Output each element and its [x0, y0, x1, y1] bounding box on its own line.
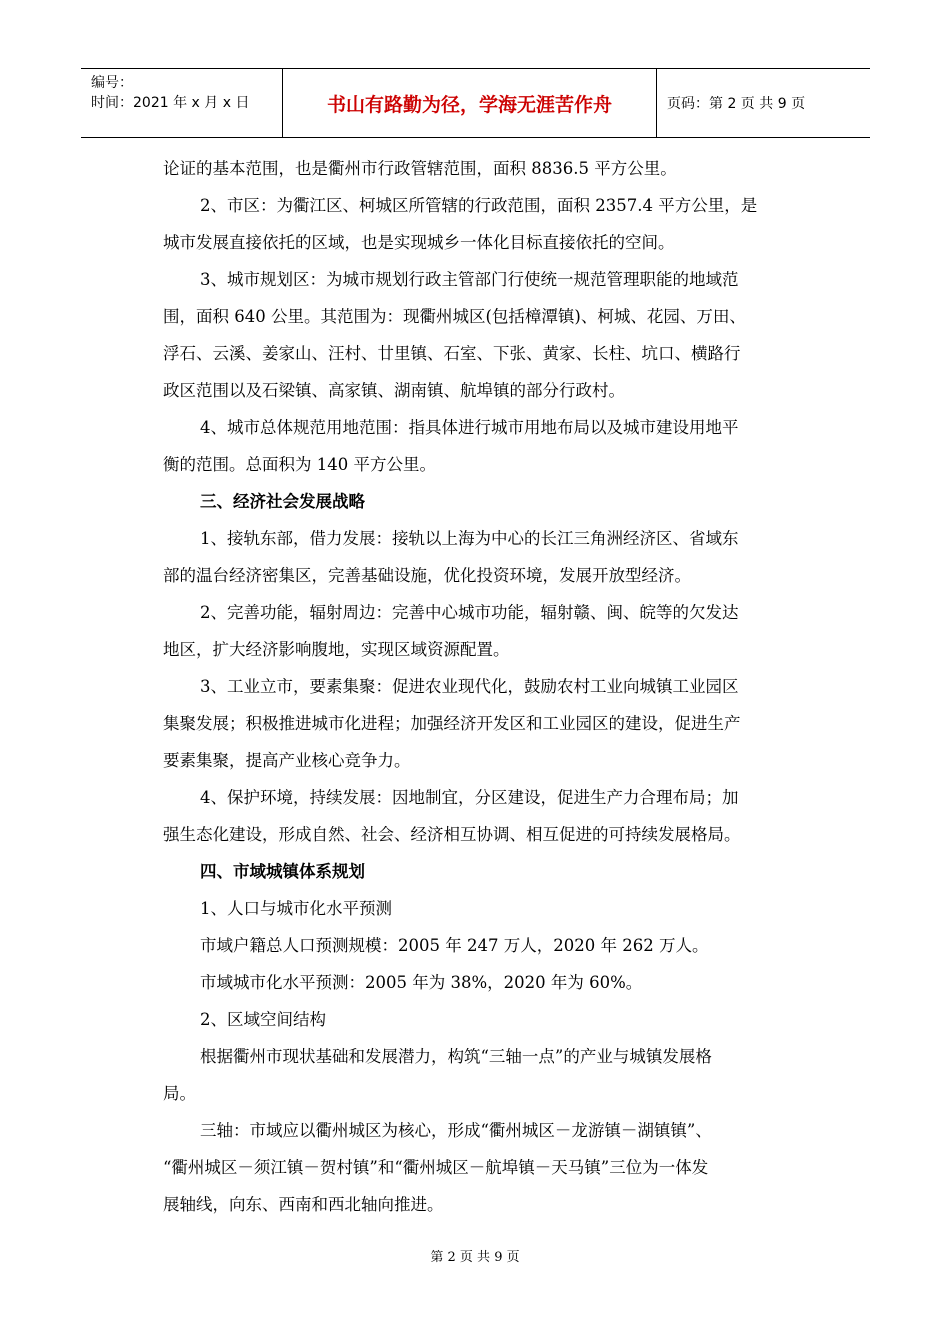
body-line: 论证的基本范围，也是衢州市行政管辖范围，面积 8836.5 平方公里。 — [163, 159, 677, 178]
body-line: 根据衢州市现状基础和发展潜力，构筑“三轴一点”的产业与城镇发展格 — [200, 1047, 712, 1066]
body-line: 展轴线，向东、西南和西北轴向推进。 — [163, 1195, 444, 1214]
body-line: 2、完善功能，辐射周边：完善中心城市功能，辐射赣、闽、皖等的欠发达 — [200, 603, 739, 622]
body-line: 2、市区：为衢江区、柯城区所管辖的行政范围，面积 2357.4 平方公里，是 — [200, 196, 758, 215]
body-line: “衢州城区－须江镇－贺村镇”和“衢州城区－航埠镇－天马镇”三位为一体发 — [163, 1158, 709, 1177]
body-line: 3、工业立市，要素集聚：促进农业现代化，鼓励农村工业向城镇工业园区 — [200, 677, 739, 696]
body-line: 地区，扩大经济影响腹地，实现区域资源配置。 — [163, 640, 510, 659]
body-line: 三轴：市域应以衢州城区为核心，形成“衢州城区－龙游镇－湖镇镇”、 — [200, 1121, 712, 1140]
section-heading: 四、市域城镇体系规划 — [200, 862, 365, 881]
body-line: 部的温台经济密集区，完善基础设施，优化投资环境，发展开放型经济。 — [163, 566, 691, 585]
header-page-info: 页码：第 2 页 共 9 页 — [667, 96, 806, 112]
body-line: 政区范围以及石梁镇、高家镇、湖南镇、航埠镇的部分行政村。 — [163, 381, 625, 400]
body-line: 衡的范围。总面积为 140 平方公里。 — [163, 455, 436, 474]
body-line: 市域城市化水平预测：2005 年为 38%，2020 年为 60%。 — [200, 973, 643, 992]
document-body — [163, 150, 833, 1223]
body-line: 要素集聚，提高产业核心竞争力。 — [163, 751, 411, 770]
body-line: 强生态化建设，形成自然、社会、经济相互协调、相互促进的可持续发展格局。 — [163, 825, 741, 844]
body-line: 围，面积 640 公里。其范围为：现衢州城区(包括樟潭镇)、柯城、花园、万田、 — [163, 307, 746, 326]
body-line: 市域户籍总人口预测规模：2005 年 247 万人，2020 年 262 万人。 — [200, 936, 709, 955]
body-line: 浮石、云溪、姜家山、汪村、廿里镇、石室、下张、黄家、长柱、坑口、横路行 — [163, 344, 741, 363]
header-motto: 书山有路勤为径，学海无涯苦作舟 — [283, 69, 657, 137]
body-line: 3、城市规划区：为城市规划行政主管部门行使统一规范管理职能的地域范 — [200, 270, 739, 289]
body-line: 1、接轨东部，借力发展：接轨以上海为中心的长江三角洲经济区、省域东 — [200, 529, 739, 548]
header-time-label: 时间：2021 年 x 月 x 日 — [91, 95, 250, 111]
header-code-label: 编号： — [91, 75, 133, 91]
body-line: 集聚发展；积极推进城市化进程；加强经济开发区和工业园区的建设，促进生产 — [163, 714, 741, 733]
body-line: 1、人口与城市化水平预测 — [200, 899, 392, 918]
page-header — [81, 68, 870, 138]
body-line: 4、保护环境，持续发展：因地制宜，分区建设，促进生产力合理布局；加 — [200, 788, 739, 807]
body-line: 局。 — [163, 1084, 196, 1103]
body-line: 4、城市总体规范用地范围：指具体进行城市用地布局以及城市建设用地平 — [200, 418, 739, 437]
body-line: 2、区域空间结构 — [200, 1010, 326, 1029]
header-meta-cell — [81, 69, 283, 137]
body-line: 城市发展直接依托的区域，也是实现城乡一体化目标直接依托的空间。 — [163, 233, 675, 252]
page-footer: 第 2 页 共 9 页 — [430, 1250, 520, 1265]
section-heading: 三、经济社会发展战略 — [200, 492, 365, 511]
